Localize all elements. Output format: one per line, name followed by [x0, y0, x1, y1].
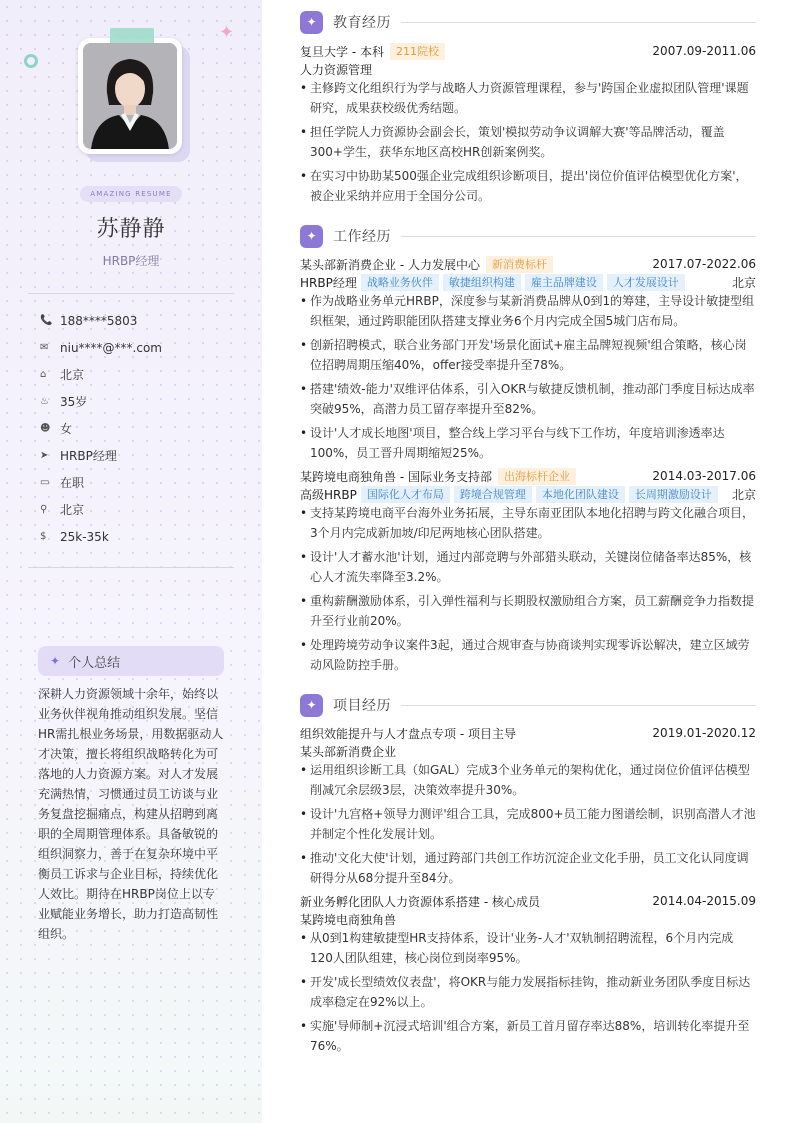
- education-bullets: [300, 78, 756, 210]
- list-item: • 设计'人才蓄水池'计划，通过内部竞聘与外部猎头联动，关键岗位储备率达85%，核心人才流失率降至3.2%。: [300, 547, 756, 587]
- skill-tag: 跨境合规管理: [454, 486, 532, 503]
- divider: [28, 567, 234, 568]
- list-item: • 在实习中协助某500强企业完成组织诊断项目，提出'岗位价值评估模型优化方案'，被企业采纳并应用于全国分公司。: [300, 166, 756, 206]
- sparkle-icon: ✦: [300, 694, 323, 717]
- job-meta: [300, 485, 756, 503]
- company-tag: 出海标杆企业: [498, 468, 576, 485]
- contact-phone: 📞 188****5803: [40, 314, 138, 328]
- company-name: 某头部新消费企业 - 人力发展中心: [300, 257, 480, 272]
- home-icon: ⌂: [40, 369, 47, 380]
- section-work: [300, 224, 756, 248]
- contact-age: ♨ 35岁: [40, 395, 88, 409]
- profile-photo: [83, 43, 177, 149]
- sidebar: [0, 0, 262, 1123]
- candidate-role: HRBP经理: [102, 254, 160, 268]
- job-position: 高级HRBP: [300, 487, 357, 502]
- contact-salary: $ 25k-35k: [40, 530, 109, 544]
- sparkle-icon: ✦: [300, 11, 323, 34]
- contact-status: ▭ 在职: [40, 476, 85, 490]
- company-tag: 新消费标杆: [486, 256, 553, 273]
- job-meta: [300, 273, 756, 291]
- job-location: 北京: [731, 487, 756, 502]
- job-header: [300, 467, 756, 485]
- pin-icon: ⚲: [40, 504, 48, 515]
- sparkle-icon: ✦: [219, 22, 235, 43]
- portrait-illustration: [83, 43, 177, 149]
- contact-residence: ⌂ 北京: [40, 368, 85, 382]
- contact-target-city: ⚲ 北京: [40, 503, 85, 517]
- education-major: 人力资源管理: [300, 62, 373, 77]
- section-projects: [300, 693, 756, 717]
- photo-tape: [110, 28, 154, 44]
- school-tag: 211院校: [390, 43, 445, 60]
- section-title: 工作经历: [333, 229, 391, 245]
- cake-icon: ♨: [40, 396, 49, 407]
- job-bullets: [300, 503, 756, 679]
- section-title: 教育经历: [333, 15, 391, 31]
- resume-badge: AMAZING RESUME: [80, 186, 182, 202]
- job-position: HRBP经理: [300, 275, 357, 290]
- project-bullets: [300, 760, 756, 892]
- contact-list: [40, 312, 240, 555]
- list-item: • 设计'人才成长地图'项目，整合线上学习平台与线下工作坊，年度培训渗透率达100%，员工晋升周期缩短25%。: [300, 423, 756, 463]
- list-item: • 从0到1构建敏捷型HR支持体系，设计'业务-人才'双轨制招聘流程，6个月内完成120人团队组建，核心岗位到岗率95%。: [300, 928, 756, 968]
- job-location: 北京: [731, 275, 756, 290]
- section-education: [300, 10, 756, 34]
- job-date: 2014.03-2017.06: [652, 469, 756, 483]
- project-date: 2019.01-2020.12: [652, 726, 756, 740]
- project-header: [300, 892, 756, 910]
- gender-icon: ☻: [40, 423, 51, 434]
- salary-icon: $: [40, 531, 47, 542]
- project-org: 某头部新消费企业: [300, 744, 397, 759]
- job-header: [300, 255, 756, 273]
- skill-tag: 国际化人才布局: [361, 486, 450, 503]
- skill-tag: 本地化团队建设: [536, 486, 625, 503]
- list-item: • 实施'导师制+沉浸式培训'组合方案，新员工首月留存率达88%，培训转化率提升至76%。: [300, 1016, 756, 1056]
- contact-gender: ☻ 女: [40, 422, 73, 436]
- education-date: 2007.09-2011.06: [652, 44, 756, 58]
- skill-tag: 雇主品牌建设: [525, 274, 603, 291]
- list-item: • 推动'文化大使'计划，通过跨部门共创工作坊沉淀企业文化手册，员工文化认同度调研得分从68分提升至84分。: [300, 848, 756, 888]
- send-icon: ➤: [40, 450, 49, 461]
- list-item: • 处理跨境劳动争议案件3起，通过合规审查与协商谈判实现零诉讼解决，建立区域劳动风险防控手册。: [300, 635, 756, 675]
- company-name: 某跨境电商独角兽 - 国际业务支持部: [300, 469, 492, 484]
- decorative-ring-icon: [24, 54, 38, 68]
- divider: [28, 293, 234, 294]
- list-item: • 设计'九宫格+领导力测评'组合工具，完成800+员工能力图谱绘制，识别高潜人才池并制定个性化发展计划。: [300, 804, 756, 844]
- list-item: • 作为战略业务单元HRBP，深度参与某新消费品牌从0到1的筹建，主导设计敏捷型组织框架，通过跨职能团队搭建支撑业务6个月内完成全国5城门店布局。: [300, 291, 756, 331]
- project-date: 2014.04-2015.09: [652, 894, 756, 908]
- section-title: 项目经历: [333, 698, 391, 714]
- list-item: • 重构薪酬激励体系，引入弹性福利与长期股权激励组合方案，员工薪酬竞争力指数提升至行业前20%。: [300, 591, 756, 631]
- education-header: [300, 42, 756, 60]
- job-date: 2017.07-2022.06: [652, 257, 756, 271]
- project-org: 某跨境电商独角兽: [300, 912, 397, 927]
- sparkle-icon: ✦: [300, 225, 323, 248]
- skill-tag: 战略业务伙伴: [361, 274, 439, 291]
- skill-tag: 敏捷组织构建: [443, 274, 521, 291]
- job-bullets: [300, 291, 756, 467]
- project-name: 新业务孵化团队人力资源体系搭建 - 核心成员: [300, 894, 540, 909]
- list-item: • 主修跨文化组织行为学与战略人力资源管理课程，参与'跨国企业虚拟团队管理'课题研究，成果获校级优秀结题。: [300, 78, 756, 118]
- profile-photo-frame: [78, 38, 188, 160]
- phone-icon: 📞: [40, 315, 53, 326]
- list-item: • 创新招聘模式，联合业务部门开发'场景化面试+雇主品牌短视频'组合策略，核心岗位招聘周期压缩40%，offer接受率提升至78%。: [300, 335, 756, 375]
- skill-tag: 人才发展设计: [607, 274, 685, 291]
- list-item: • 担任学院人力资源协会副会长，策划'模拟劳动争议调解大赛'等品牌活动，覆盖300+学生，获华东地区高校HR创新案例奖。: [300, 122, 756, 162]
- briefcase-icon: ▭: [40, 477, 50, 488]
- mail-icon: ✉: [40, 342, 49, 353]
- candidate-name: 苏静静: [96, 217, 166, 242]
- list-item: • 开发'成长型绩效仪表盘'，将OKR与能力发展指标挂钩，推动新业务团队季度目标达成率稳定在92%以上。: [300, 972, 756, 1012]
- project-name: 组织效能提升与人才盘点专项 - 项目主导: [300, 726, 516, 741]
- contact-email: ✉ niu****@***.com: [40, 341, 162, 355]
- school-name: 复旦大学 - 本科: [300, 44, 384, 59]
- project-bullets: [300, 928, 756, 1060]
- project-header: [300, 724, 756, 742]
- summary-heading: ✦ 个人总结: [38, 646, 224, 676]
- list-item: • 支持某跨境电商平台海外业务拓展，主导东南亚团队本地化招聘与跨文化融合项目，3个月内完成新加坡/印尼两地核心团队搭建。: [300, 503, 756, 543]
- contact-target-role: ➤ HRBP经理: [40, 449, 117, 463]
- list-item: • 运用组织诊断工具（如GAL）完成3个业务单元的架构优化，通过岗位价值评估模型削减冗余层级3层，决策效率提升30%。: [300, 760, 756, 800]
- list-item: • 搭建'绩效-能力'双维评估体系，引入OKR与敏捷反馈机制，推动部门季度目标达成率突破95%，高潜力员工留存率提升至82%。: [300, 379, 756, 419]
- skill-tag: 长周期激励设计: [629, 486, 718, 503]
- sparkle-icon: ✦: [50, 654, 61, 668]
- summary-text: 深耕人力资源领域十余年，始终以业务伙伴视角推动组织发展。坚信HR需扎根业务场景，用数据驱动人才决策，擅长将组织战略转化为可落地的人力资源方案。对人才发展充满热情，习惯通过员工访谈与业务复盘挖掘痛点，构建从招聘到离职的全周期管理体系。具备敏锐的组织洞察力，善于在复杂环境中平衡员工诉求与企业目标，持续优化人效比。期待在HRBP岗位上以专业赋能业务增长，助力打造高韧性组织。: [38, 687, 224, 941]
